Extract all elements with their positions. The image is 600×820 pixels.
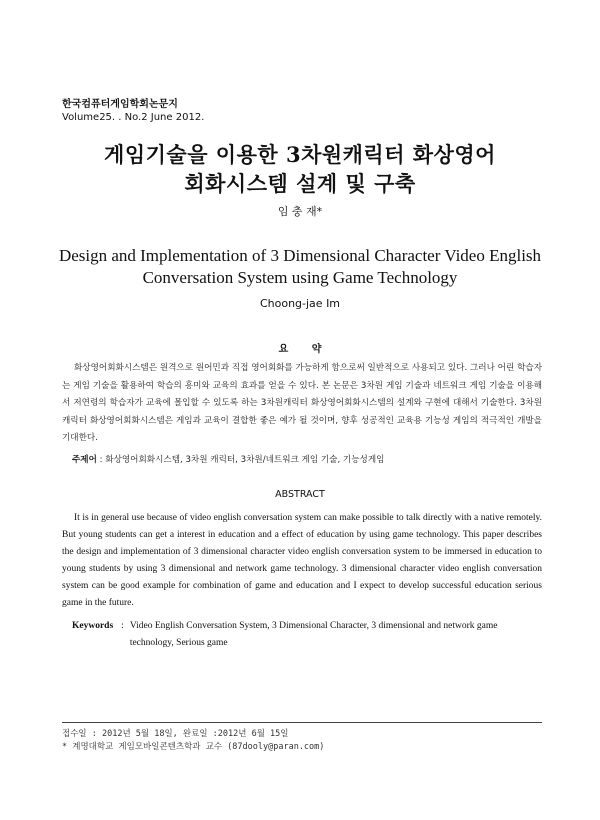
title-ko-line1: 게임기술을 이용한 3차원캐릭터 화상영어 <box>104 142 496 167</box>
keywords-korean: 주제어 : 화상영어회화시스템, 3차원 캐릭터, 3차원/네트워크 게임 기술, 기능성게임 <box>72 455 385 465</box>
abstract-korean-heading: 요 약 <box>278 344 332 355</box>
footnote-affiliation: * 계명대학교 게임모바일콘텐츠학과 교수 (87dooly@paran.com) <box>62 742 325 752</box>
keywords-korean-text: 화상영어회화시스템, 3차원 캐릭터, 3차원/네트워크 게임 기술, 기능성게임 <box>105 455 385 465</box>
title-en-line1: Design and Implementation of 3 Dimensional Character Video English <box>58 246 542 265</box>
abstract-english-body: It is in general use because of video english conversation system can make possible to talk directly with a native remotely. But young students can get a interest in education and a effect of education by using game technology. This paper describes the design and implementation of 3 dimensional character video english conversation system to be immersed in education to young students by using 3 dimensional and network game technology. 3 dimensional character video english conversation system can be good example for combination of game and education and I expect to develop successful education serious game in the future. <box>62 513 542 608</box>
keywords-english-text: Video English Conversation System, 3 Dimensional Character, 3 dimensional and network game technology, Serious game <box>129 621 498 648</box>
title-ko-line2: 회화시스템 설계 및 구축 <box>184 171 416 196</box>
keywords-korean-label: 주제어 <box>72 455 97 465</box>
journal-volume: Volume25. . No.2 June 2012. <box>62 112 205 123</box>
footnote-received: 접수일 : 2012년 5월 18일, 완료일 :2012년 6월 15일 <box>62 729 289 739</box>
footnote <box>62 728 542 754</box>
author-english: Choong-jae Im <box>259 297 341 310</box>
abstract-korean-body: 화상영어회화시스템은 원격으로 원어민과 직접 영어회화를 가능하게 함으로써 일반적으로 사용되고 있다. 그러나 어린 학습자는 게임 기술을 활용하여 학습의 흥미와 교육의 효과를 얻을 수 있다. 본 논문은 3차원 게임 기술과 네트워크 게임 기술을 이용해서 저연령의 학습자가 교육에 몰입할 수 있도록 하는 3차원캐릭터 화상영어회화시스템의 설계와 구현에 대해서 기술한다. 3차원캐릭터 화상영어회화시스템은 게임과 교육이 결합한 좋은 예가 될 것이며, 향후 성공적인 교육용 기능성 게임의 적극적인 개발을 기대한다. <box>62 363 542 443</box>
paper-title-korean <box>0 140 600 198</box>
footnote-divider <box>62 722 542 723</box>
keywords-english: Keywords : Video English Conversation System, 3 Dimensional Character, 3 dimensional and network game technology, Serious game <box>72 618 542 652</box>
author-korean: 임 충 재* <box>277 205 323 218</box>
paper-title-english <box>0 245 600 289</box>
journal-header <box>62 98 204 124</box>
abstract-english-heading: ABSTRACT <box>275 489 325 500</box>
keywords-english-label: Keywords <box>72 621 114 631</box>
journal-name: 한국컴퓨터게임학회논문지 <box>62 99 178 110</box>
title-en-line2: Conversation System using Game Technology <box>142 268 458 287</box>
